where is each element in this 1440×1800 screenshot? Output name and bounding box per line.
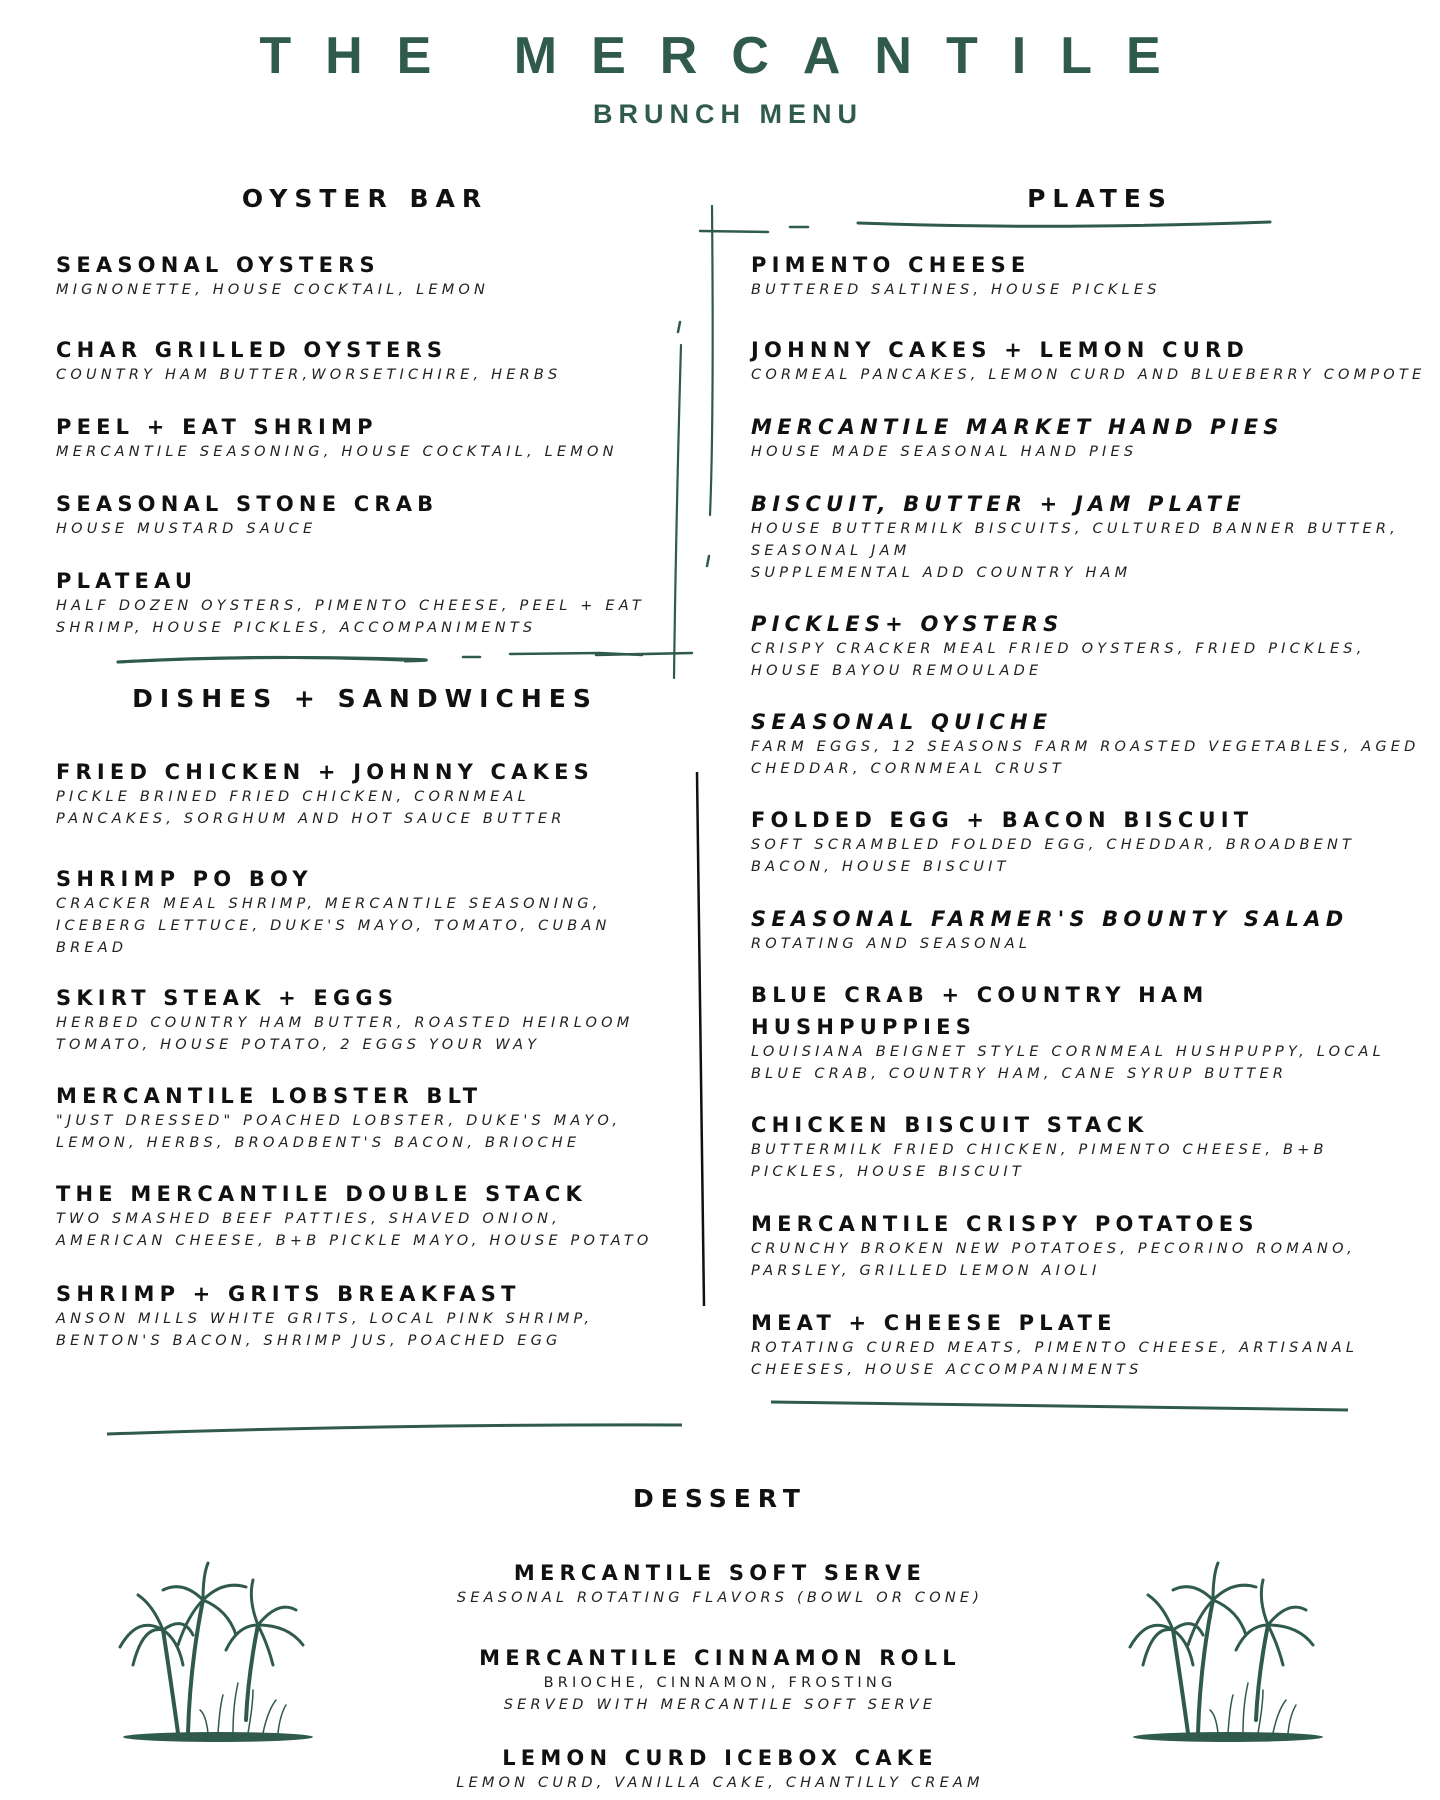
item-description: ROTATING AND SEASONAL xyxy=(751,936,1032,952)
item-name: SHRIMP PO BOY xyxy=(56,867,313,891)
item-description: CRACKER MEAL SHRIMP, MERCANTILE SEASONING, ICEBERG LETTUCE, DUKE'S MAYO, TOMATO, CUBAN BREAD xyxy=(56,896,611,956)
item-description: CRISPY CRACKER MEAL FRIED OYSTERS, FRIED PICKLES, HOUSE BAYOU REMOULADE xyxy=(751,641,1366,679)
item-name: CHAR GRILLED OYSTERS xyxy=(56,338,448,362)
item-name: PEEL + EAT SHRIMP xyxy=(56,415,378,439)
item-name: SHRIMP + GRITS BREAKFAST xyxy=(56,1282,521,1306)
item-name: PICKLES+ OYSTERS xyxy=(751,612,1064,636)
item-name: THE MERCANTILE DOUBLE STACK xyxy=(56,1182,587,1206)
menu-item xyxy=(751,807,1391,878)
menu-item xyxy=(56,1281,696,1352)
item-name: FOLDED EGG + BACON BISCUIT xyxy=(751,808,1254,832)
item-description: ANSON MILLS WHITE GRITS, LOCAL PINK SHRIMP, BENTON'S BACON, SHRIMP JUS, POACHED EGG xyxy=(56,1311,594,1349)
item-name: PLATEAU xyxy=(56,569,198,593)
item-description: BUTTERED SALTINES, HOUSE PICKLES xyxy=(751,282,1161,298)
menu-item xyxy=(56,1181,696,1252)
menu-item xyxy=(751,1310,1391,1381)
item-name: MERCANTILE SOFT SERVE xyxy=(513,1561,927,1585)
item-description: HOUSE MADE SEASONAL HAND PIES xyxy=(751,444,1138,460)
menu-item xyxy=(751,709,1420,780)
item-name: SKIRT STEAK + EGGS xyxy=(56,986,399,1010)
item-name: BISCUIT, BUTTER + JAM PLATE xyxy=(751,492,1246,516)
item-name: CHICKEN BISCUIT STACK xyxy=(751,1113,1149,1137)
menu-item xyxy=(751,252,1391,301)
section-heading-plates: PLATES xyxy=(1027,184,1173,213)
dessert-item xyxy=(370,1645,1070,1716)
item-name: MERCANTILE MARKET HAND PIES xyxy=(751,415,1284,439)
menu-item xyxy=(751,982,1391,1085)
item-name: MERCANTILE CINNAMON ROLL xyxy=(479,1646,961,1670)
item-description: CRUNCHY BROKEN NEW POTATOES, PECORINO ROMANO, PARSLEY, GRILLED LEMON AIOLI xyxy=(751,1241,1356,1279)
item-description: ROTATING CURED MEATS, PIMENTO CHEESE, ARTISANAL CHEESES, HOUSE ACCOMPANIMENTS xyxy=(751,1340,1359,1378)
menu-item xyxy=(56,985,696,1056)
item-description: HERBED COUNTRY HAM BUTTER, ROASTED HEIRLOOM TOMATO, HOUSE POTATO, 2 EGGS YOUR WAY xyxy=(56,1015,634,1053)
item-description: MERCANTILE SEASONING, HOUSE COCKTAIL, LEMON xyxy=(56,444,618,460)
palm-trees-icon xyxy=(108,1555,328,1745)
item-name: MERCANTILE CRISPY POTATOES xyxy=(751,1212,1259,1236)
menu-item xyxy=(56,1083,696,1154)
menu-item xyxy=(56,759,696,830)
item-name: SEASONAL OYSTERS xyxy=(56,253,380,277)
menu-item xyxy=(56,866,696,959)
item-description: TWO SMASHED BEEF PATTIES, SHAVED ONION, AMERICAN CHEESE, B+B PICKLE MAYO, HOUSE POTATO xyxy=(56,1211,653,1249)
menu-item xyxy=(751,1112,1391,1183)
menu-item xyxy=(751,491,1399,584)
menu-subtitle: BRUNCH MENU xyxy=(593,99,863,129)
palm-trees-icon xyxy=(1118,1555,1338,1745)
item-description: COUNTRY HAM BUTTER,WORSETICHIRE, HERBS xyxy=(56,367,562,383)
item-description: SEASONAL ROTATING FLAVORS (BOWL OR CONE) xyxy=(456,1590,984,1606)
item-name: MEAT + CHEESE PLATE xyxy=(751,1311,1117,1335)
item-description: LOUISIANA BEIGNET STYLE CORNMEAL HUSHPUPPY, LOCAL BLUE CRAB, COUNTRY HAM, CANE SYRUP BUTTER xyxy=(751,1044,1385,1082)
section-heading-dessert: DESSERT xyxy=(633,1484,807,1513)
item-description: HALF DOZEN OYSTERS, PIMENTO CHEESE, PEEL + EAT SHRIMP, HOUSE PICKLES, ACCOMPANIMENTS xyxy=(56,598,645,636)
item-description: BUTTERMILK FRIED CHICKEN, PIMENTO CHEESE, B+B PICKLES, HOUSE BISCUIT xyxy=(751,1142,1328,1180)
item-description: HOUSE MUSTARD SAUCE xyxy=(56,521,317,537)
dessert-item xyxy=(370,1745,1070,1794)
item-description: SOFT SCRAMBLED FOLDED EGG, CHEDDAR, BROADBENT BACON, HOUSE BISCUIT xyxy=(751,837,1356,875)
item-description: HOUSE BUTTERMILK BISCUITS, CULTURED BANNER BUTTER, SEASONAL JAM SUPPLEMENTAL ADD COUNTRY HAM xyxy=(751,521,1399,581)
item-name: PIMENTO CHEESE xyxy=(751,253,1031,277)
item-name: JOHNNY CAKES + LEMON CURD xyxy=(751,338,1249,362)
menu-item xyxy=(751,906,1391,955)
item-description: FARM EGGS, 12 SEASONS FARM ROASTED VEGETABLES, AGED CHEDDAR, CORNMEAL CRUST xyxy=(751,739,1420,777)
menu-item xyxy=(751,414,1391,463)
item-name: FRIED CHICKEN + JOHNNY CAKES xyxy=(56,760,594,784)
dessert-item xyxy=(370,1560,1070,1609)
item-name: SEASONAL QUICHE xyxy=(751,710,1053,734)
section-heading-dishes-sandwiches: DISHES + SANDWICHES xyxy=(132,684,598,713)
section-heading-oyster-bar: OYSTER BAR xyxy=(241,184,489,213)
item-description: CORMEAL PANCAKES, LEMON CURD AND BLUEBERRY COMPOTE xyxy=(751,367,1426,383)
menu-item xyxy=(751,611,1391,682)
item-name: SEASONAL STONE CRAB xyxy=(56,492,439,516)
item-name: BLUE CRAB + COUNTRY HAM xyxy=(751,983,1209,1007)
item-description: "JUST DRESSED" POACHED LOBSTER, DUKE'S MAYO, LEMON, HERBS, BROADBENT'S BACON, BRIOCHE xyxy=(56,1113,622,1151)
item-description: BRIOCHE, CINNAMON, FROSTING SERVED WITH MERCANTILE SOFT SERVE xyxy=(503,1675,937,1713)
menu-item xyxy=(751,1211,1391,1282)
item-name-line-2: HUSHPUPPIES xyxy=(751,1015,977,1039)
item-description: MIGNONETTE, HOUSE COCKTAIL, LEMON xyxy=(56,282,490,298)
menu-item xyxy=(751,337,1426,386)
item-description: LEMON CURD, VANILLA CAKE, CHANTILLY CREAM xyxy=(456,1775,984,1791)
item-name: SEASONAL FARMER'S BOUNTY SALAD xyxy=(751,907,1349,931)
item-name: LEMON CURD ICEBOX CAKE xyxy=(502,1746,938,1770)
restaurant-title: THE MERCANTILE xyxy=(259,27,1195,85)
item-name: MERCANTILE LOBSTER BLT xyxy=(56,1084,483,1108)
item-description: PICKLE BRINED FRIED CHICKEN, CORNMEAL PANCAKES, SORGHUM AND HOT SAUCE BUTTER xyxy=(56,789,566,827)
